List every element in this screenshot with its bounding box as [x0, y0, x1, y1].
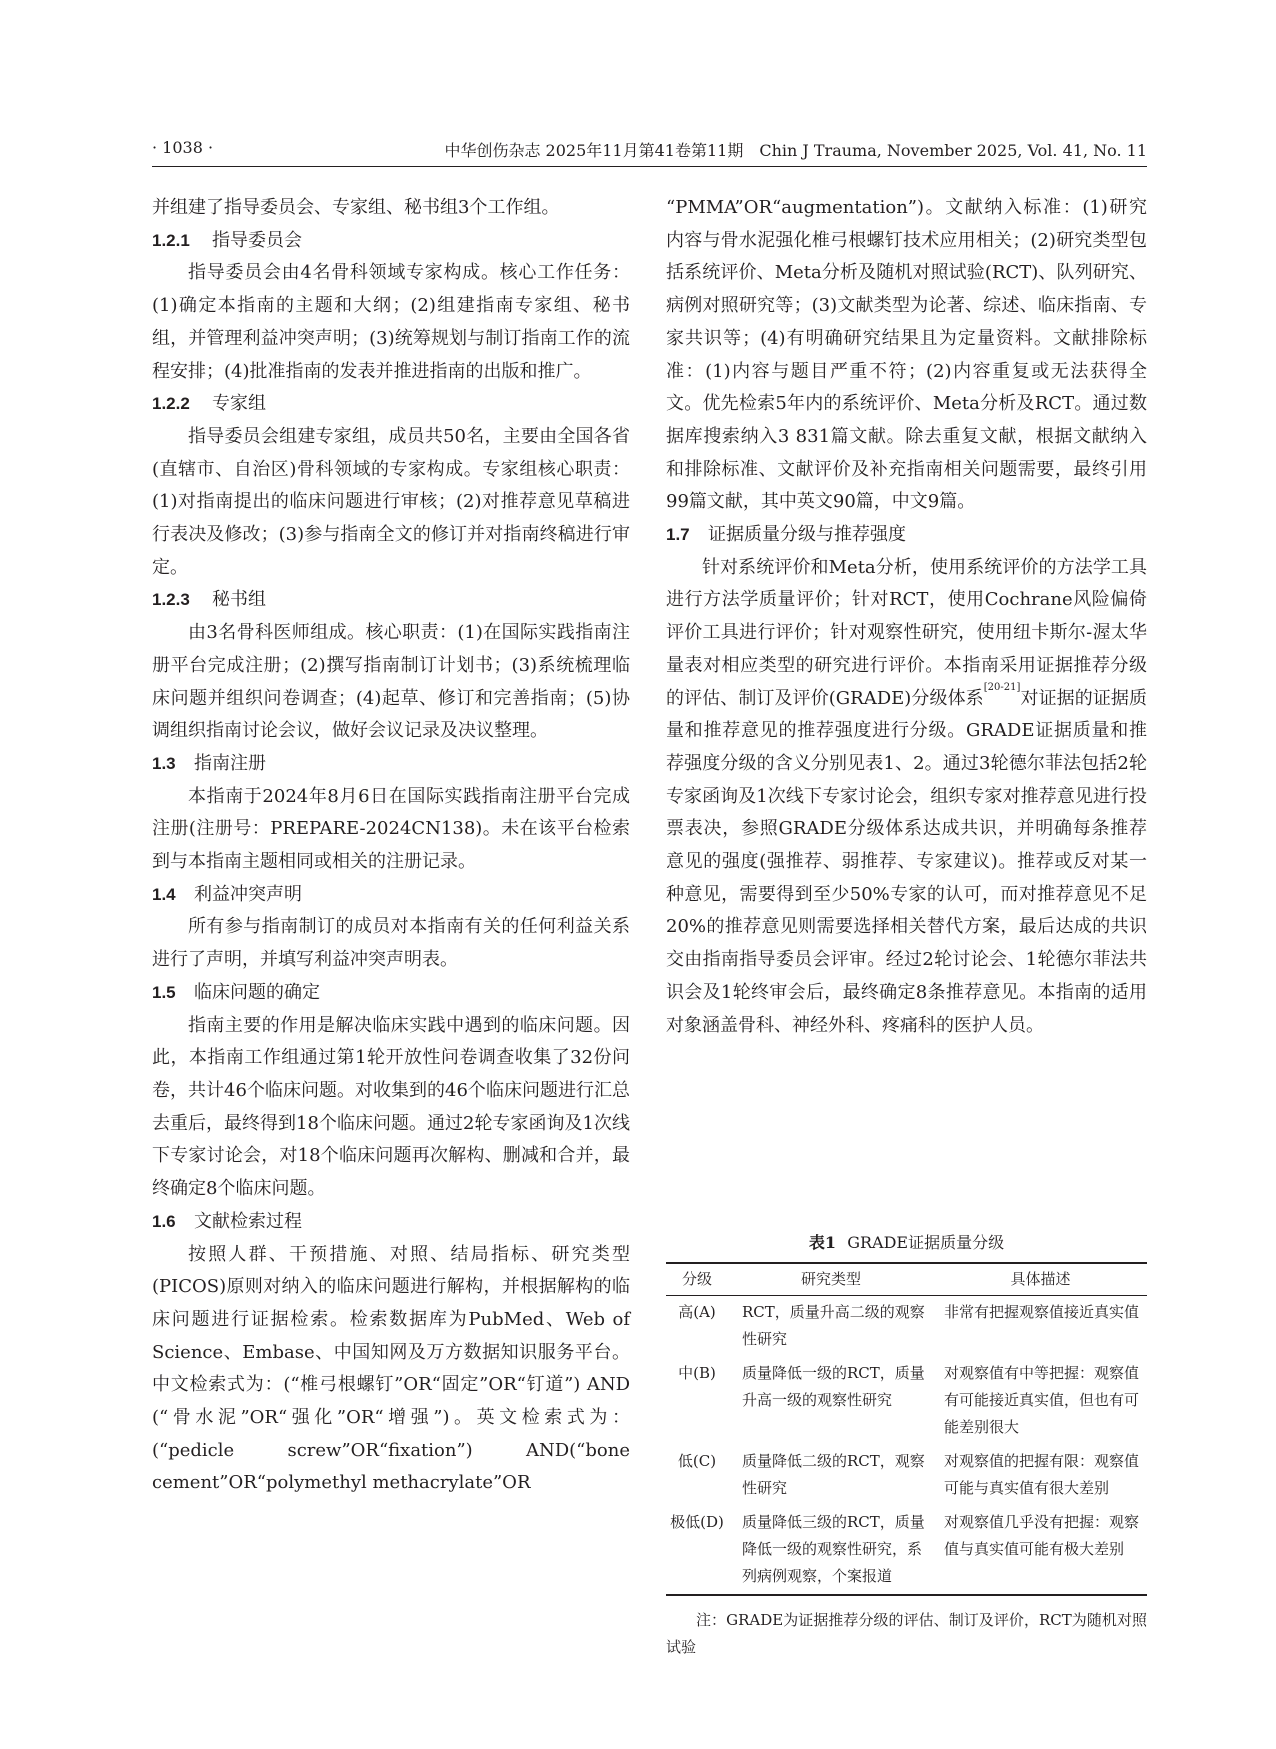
- running-header: [152, 138, 1147, 168]
- column-header: 分级: [666, 1263, 728, 1296]
- table-note: 注：GRADE为证据推荐分级的评估、制订及评价，RCT为随机对照试验: [666, 1611, 1147, 1656]
- section-title: 指导委员会: [212, 229, 302, 251]
- table-cell: 极低(D): [666, 1506, 728, 1595]
- table-cell: 对观察值的把握有限：观察值可能与真实值有很大差别: [944, 1452, 1140, 1497]
- section-number: 1.7: [666, 525, 690, 545]
- header-rule: [152, 166, 1147, 167]
- section-number: 1.4: [152, 884, 176, 904]
- table-cell: 质量降低二级的RCT，观察性研究: [742, 1452, 925, 1497]
- section-title: 专家组: [212, 393, 266, 415]
- journal-citation: 中华创伤杂志 2025年11月第41卷第11期 Chin J Trauma, November 2025, Vol. 41, No. 11: [444, 141, 1147, 160]
- page-number: · 1038 ·: [152, 138, 214, 157]
- paragraph: “PMMA”OR“augmentation”)。文献纳入标准：(1)研究内容与骨水泥强化椎弓根螺钉技术应用相关；(2)研究类型包括系统评价、Meta分析及随机对照试验(RCT)、队列研究、病例对照研究等；(3)文献类型为论著、综述、临床指南、专家共识等；(4)有明确研究结果且为定量资料。文献排除标准：(1)内容与题目严重不符；(2)内容重复或无法获得全文。优先检索5年内的系统评价、Meta分析及RCT。通过数据库搜索纳入3 831篇文献。除去重复文献，根据文献纳入和排除标准、文献评价及补充指南相关问题需要，最终引用99篇文献，其中英文90篇，中文9篇。: [666, 197, 1147, 513]
- section-number: 1.2.1: [152, 230, 190, 250]
- paragraph: 并组建了指导委员会、专家组、秘书组3个工作组。: [152, 197, 560, 218]
- table-cell: 非常有把握观察值接近真实值: [944, 1303, 1140, 1321]
- paragraph: 按照人群、干预措施、对照、结局指标、研究类型(PICOS)原则对纳入的临床问题进行解构，并根据解构的临床问题进行证据检索。检索数据库为PubMed、Web of Science、Embase、中国知网及万方数据知识服务平台。中文检索式为：(“椎弓根螺钉”OR“固定”OR“钉道”) AND (“骨水泥”OR“强化”OR“增强”)。英文检索式为：(“pedicle screw”OR“fixation”) AND(“bone cement”OR“polymethyl methacrylate”OR: [152, 1243, 630, 1494]
- right-column: [666, 192, 1147, 1042]
- table-caption: [666, 1230, 1147, 1253]
- section-number: 1.6: [152, 1211, 176, 1231]
- left-column: [152, 192, 630, 1500]
- section-title: 临床问题的确定: [194, 981, 320, 1003]
- section-heading-1-5: [152, 977, 630, 1010]
- section-heading-1-2-3: [152, 584, 630, 617]
- table-title: GRADE证据质量分级: [847, 1233, 1005, 1252]
- table-cell: 低(C): [677, 1452, 717, 1470]
- table-cell: 对观察值有中等把握：观察值有可能接近真实值，但也有可能差别很大: [944, 1364, 1140, 1436]
- column-header: 研究类型: [728, 1263, 934, 1296]
- table-label: 表1: [808, 1233, 837, 1252]
- section-heading-1-2-1: [152, 225, 630, 258]
- table-cell: RCT，质量升高二级的观察性研究: [742, 1303, 925, 1348]
- table-cell: 中(B): [678, 1364, 716, 1382]
- paragraph-text: 对证据的证据质量和推荐意见的推荐强度进行分级。GRADE证据质量和推荐强度分级的含义分别见表1、2。通过3轮德尔菲法包括2轮专家函询及1次线下专家讨论会，组织专家对推荐意见进行投票表决，参照GRADE分级体系达成共识，并明确每条推荐意见的强度(强推荐、弱推荐、专家建议)。推荐或反对某一种意见，需要得到至少50%专家的认可，而对推荐意见不足20%的推荐意见则需要选择相关替代方案，最后达成的共识交由指南指导委员会评审。经过2轮讨论会、1轮德尔菲法共识会及1轮终审会后，最终确定8条推荐意见。本指南的适用对象涵盖骨科、神经外科、疼痛科的医护人员。: [666, 687, 1148, 1036]
- table-cell: 对观察值几乎没有把握：观察值与真实值可能有极大差别: [934, 1506, 1147, 1595]
- section-number: 1.5: [152, 982, 176, 1002]
- paragraph: 指导委员会由4名骨科领域专家构成。核心工作任务：(1)确定本指南的主题和大纲；(2)组建指南专家组、秘书组，并管理利益冲突声明；(3)统筹规划与制订指南工作的流程安排；(4)批准指南的发表并推进指南的出版和推广。: [152, 262, 630, 382]
- paragraph-text: 针对系统评价和Meta分析，使用系统评价的方法学工具进行方法学质量评价；针对RCT，使用Cochrane风险偏倚评价工具进行评价；针对观察性研究，使用纽卡斯尔-渥太华量表对相应类型的研究进行评价。本指南采用证据推荐分级的评估、制订及评价(GRADE)分级体系: [666, 556, 1147, 709]
- section-number: 1.2.3: [152, 590, 190, 610]
- paragraph: 本指南于2024年8月6日在国际实践指南注册平台完成注册(注册号：PREPARE-2024CN138)。未在该平台检索到与本指南主题相同或相关的注册记录。: [152, 785, 630, 873]
- section-number: 1.3: [152, 753, 176, 773]
- table-row: [666, 1445, 1147, 1506]
- paragraph: [666, 552, 1147, 1043]
- section-title: 文献检索过程: [194, 1210, 302, 1232]
- section-heading-1-7: [666, 519, 1147, 552]
- table-row: [666, 1506, 1147, 1595]
- table-cell: 质量降低一级的RCT，质量升高一级的观察性研究: [742, 1364, 925, 1409]
- section-heading-1-2-2: [152, 388, 630, 421]
- section-title: 利益冲突声明: [194, 883, 302, 905]
- table-header-row: [666, 1263, 1147, 1296]
- table-row: [666, 1296, 1147, 1358]
- section-heading-1-6: [152, 1206, 630, 1239]
- column-header: 具体描述: [934, 1263, 1147, 1296]
- table-cell: 高(A): [678, 1303, 716, 1321]
- section-title: 秘书组: [212, 589, 266, 611]
- section-title: 指南注册: [194, 752, 266, 774]
- section-heading-1-3: [152, 748, 630, 781]
- section-title: 证据质量分级与推荐强度: [708, 524, 906, 546]
- table-row: [666, 1357, 1147, 1445]
- section-heading-1-4: [152, 879, 630, 912]
- paragraph: 由3名骨科医师组成。核心职责：(1)在国际实践指南注册平台完成注册；(2)撰写指南制订计划书；(3)系统梳理临床问题并组织问卷调查；(4)起草、修订和完善指南；(5)协调组织指南讨论会议，做好会议记录及决议整理。: [152, 622, 630, 742]
- paragraph: 指南主要的作用是解决临床实践中遇到的临床问题。因此，本指南工作组通过第1轮开放性问卷调查收集了32份问卷，共计46个临床问题。对收集到的46个临床问题进行汇总去重后，最终得到18个临床问题。通过2轮专家函询及1次线下专家讨论会，对18个临床问题再次解构、删减和合并，最终确定8个临床问题。: [152, 1014, 630, 1200]
- paragraph: 指导委员会组建专家组，成员共50名，主要由全国各省(直辖市、自治区)骨科领域的专家构成。专家组核心职责：(1)对指南提出的临床问题进行审核；(2)对推荐意见草稿进行表决及修改；(3)参与指南全文的修订并对指南终稿进行审定。: [152, 425, 630, 578]
- grade-quality-table: [666, 1262, 1147, 1596]
- paragraph: 所有参与指南制订的成员对本指南有关的任何利益关系进行了声明，并填写利益冲突声明表。: [152, 916, 630, 971]
- table-cell: 质量降低三级的RCT，质量降低一级的观察性研究，系列病例观察，个案报道: [728, 1506, 934, 1595]
- citation-ref[interactable]: [20-21]: [983, 681, 1021, 693]
- section-number: 1.2.2: [152, 394, 190, 414]
